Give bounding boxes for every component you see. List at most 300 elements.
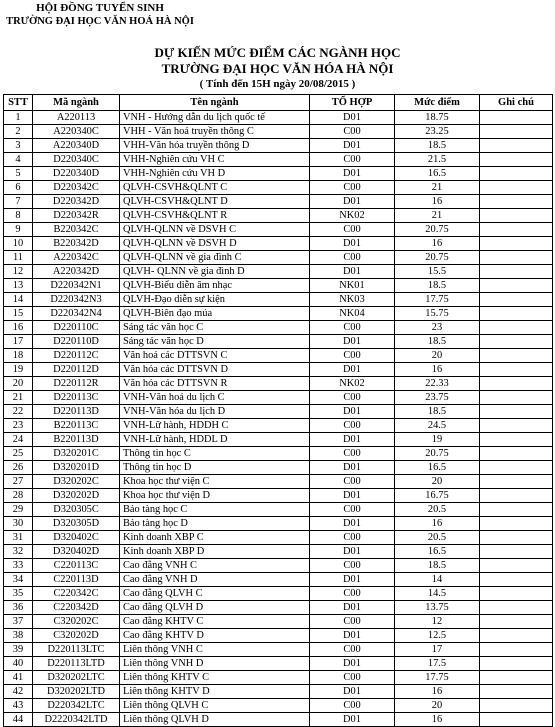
- table-row: [4, 237, 553, 251]
- cell-stt: 24: [4, 433, 33, 447]
- cell-stt: 35: [4, 587, 33, 601]
- cell-stt: 33: [4, 559, 33, 573]
- cell-notes: [480, 251, 553, 265]
- cell-subject-group: C00: [310, 419, 395, 433]
- cell-stt: 43: [4, 699, 33, 713]
- table-row: [4, 251, 553, 265]
- cell-notes: [480, 531, 553, 545]
- cell-code: D220110D: [33, 335, 120, 349]
- table-row: [4, 349, 553, 363]
- cell-score: 16: [395, 363, 480, 377]
- cell-score: 16.5: [395, 461, 480, 475]
- cell-code: D320201C: [33, 447, 120, 461]
- cell-major-name: Bảo tàng học C: [120, 503, 310, 517]
- institution-header: [0, 2, 200, 28]
- cell-code: D320402D: [33, 545, 120, 559]
- cell-score: 17.75: [395, 671, 480, 685]
- table-row: [4, 685, 553, 699]
- cell-score: 18.5: [395, 139, 480, 153]
- cell-score: 12.5: [395, 629, 480, 643]
- cell-score: 16.5: [395, 167, 480, 181]
- cell-major-name: Bảo tàng học D: [120, 517, 310, 531]
- cell-code: D220340D: [33, 167, 120, 181]
- cell-major-name: Cao đẳng QLVH C: [120, 587, 310, 601]
- cell-major-name: Cao đẳng KHTV D: [120, 629, 310, 643]
- cell-code: C220113C: [33, 559, 120, 573]
- cell-notes: [480, 335, 553, 349]
- cell-stt: 42: [4, 685, 33, 699]
- cell-stt: 14: [4, 293, 33, 307]
- cell-subject-group: C00: [310, 475, 395, 489]
- cell-notes: [480, 167, 553, 181]
- header-notes: Ghi chú: [480, 95, 553, 111]
- cell-major-name: QLVH-QLNN về DSVH D: [120, 237, 310, 251]
- cell-subject-group: NK01: [310, 279, 395, 293]
- table-row: [4, 139, 553, 153]
- cell-subject-group: C00: [310, 587, 395, 601]
- header-subject-group: TỔ HỢP: [310, 95, 395, 111]
- cell-stt: 8: [4, 209, 33, 223]
- cell-subject-group: D01: [310, 265, 395, 279]
- cell-subject-group: D01: [310, 545, 395, 559]
- cell-score: 18.5: [395, 279, 480, 293]
- cell-score: 16.5: [395, 545, 480, 559]
- cell-notes: [480, 433, 553, 447]
- cell-code: A220342C: [33, 251, 120, 265]
- cell-major-name: Liên thông KHTV C: [120, 671, 310, 685]
- cell-major-name: Sáng tác văn học C: [120, 321, 310, 335]
- cell-notes: [480, 321, 553, 335]
- cell-subject-group: C00: [310, 223, 395, 237]
- cell-notes: [480, 587, 553, 601]
- cell-code: D320402C: [33, 531, 120, 545]
- cell-major-name: Khoa học thư viện C: [120, 475, 310, 489]
- cell-stt: 3: [4, 139, 33, 153]
- cell-stt: 27: [4, 475, 33, 489]
- cell-major-name: Kinh doanh XBP D: [120, 545, 310, 559]
- table-row: [4, 461, 553, 475]
- cell-notes: [480, 461, 553, 475]
- cell-major-name: VNH-Văn hoá du lịch C: [120, 391, 310, 405]
- cell-subject-group: C00: [310, 559, 395, 573]
- table-row: [4, 195, 553, 209]
- cell-notes: [480, 517, 553, 531]
- cell-major-name: Văn hoá các DTTSVN C: [120, 349, 310, 363]
- cell-stt: 26: [4, 461, 33, 475]
- table-row: [4, 699, 553, 713]
- cell-stt: 16: [4, 321, 33, 335]
- cell-notes: [480, 419, 553, 433]
- cell-major-name: QLVH-CSVH&QLNT D: [120, 195, 310, 209]
- cell-code: D220112R: [33, 377, 120, 391]
- cell-subject-group: D01: [310, 139, 395, 153]
- cell-subject-group: NK04: [310, 307, 395, 321]
- cell-score: 22.33: [395, 377, 480, 391]
- cell-stt: 4: [4, 153, 33, 167]
- cell-notes: [480, 545, 553, 559]
- cell-stt: 5: [4, 167, 33, 181]
- cell-stt: 18: [4, 349, 33, 363]
- cell-notes: [480, 573, 553, 587]
- cell-code: C220342D: [33, 601, 120, 615]
- cell-code: B220342D: [33, 237, 120, 251]
- cell-code: B220113C: [33, 419, 120, 433]
- document-subtitle: TRƯỜNG ĐẠI HỌC VĂN HÓA HÀ NỘI: [161, 61, 394, 76]
- cell-subject-group: D01: [310, 713, 395, 727]
- table-row: [4, 153, 553, 167]
- cell-stt: 17: [4, 335, 33, 349]
- council-name: HỘI ĐỒNG TUYỂN SINH: [36, 2, 164, 14]
- table-row: [4, 671, 553, 685]
- cell-stt: 1: [4, 111, 33, 125]
- cell-stt: 15: [4, 307, 33, 321]
- table-row: [4, 587, 553, 601]
- cell-notes: [480, 489, 553, 503]
- cell-subject-group: D01: [310, 573, 395, 587]
- cell-score: 20.75: [395, 223, 480, 237]
- cell-code: D220112D: [33, 363, 120, 377]
- cell-subject-group: C00: [310, 671, 395, 685]
- cell-notes: [480, 195, 553, 209]
- cell-code: D220113LTD: [33, 657, 120, 671]
- cell-subject-group: C00: [310, 321, 395, 335]
- cell-notes: [480, 643, 553, 657]
- cell-subject-group: C00: [310, 531, 395, 545]
- table-row: [4, 433, 553, 447]
- cell-score: 23.25: [395, 125, 480, 139]
- cell-notes: [480, 209, 553, 223]
- university-name: TRƯỜNG ĐẠI HỌC VĂN HOÁ HÀ NỘI: [6, 16, 194, 27]
- cell-score: 15.75: [395, 307, 480, 321]
- cell-stt: 34: [4, 573, 33, 587]
- cell-stt: 21: [4, 391, 33, 405]
- cell-major-name: QLVH-Biểu diễn âm nhạc: [120, 279, 310, 293]
- cell-code: D220113LTC: [33, 643, 120, 657]
- cell-subject-group: NK03: [310, 293, 395, 307]
- cell-subject-group: C00: [310, 699, 395, 713]
- cell-subject-group: C00: [310, 643, 395, 657]
- cell-notes: [480, 139, 553, 153]
- table-header-row: [4, 95, 553, 111]
- cell-score: 14.5: [395, 587, 480, 601]
- cell-code: D220340C: [33, 153, 120, 167]
- table-row: [4, 629, 553, 643]
- cell-notes: [480, 447, 553, 461]
- table-row: [4, 209, 553, 223]
- table-row: [4, 167, 553, 181]
- header-score: Mức điểm: [395, 95, 480, 111]
- cell-subject-group: C00: [310, 125, 395, 139]
- cell-code: C320202D: [33, 629, 120, 643]
- cell-score: 20.5: [395, 531, 480, 545]
- cell-stt: 22: [4, 405, 33, 419]
- table-row: [4, 419, 553, 433]
- table-row: [4, 559, 553, 573]
- cell-major-name: VNH-Lữ hành, HDDH C: [120, 419, 310, 433]
- cell-score: 16: [395, 195, 480, 209]
- cell-major-name: QLVH-Đạo diễn sự kiện: [120, 293, 310, 307]
- cell-major-name: QLVH-CSVH&QLNT R: [120, 209, 310, 223]
- cell-stt: 30: [4, 517, 33, 531]
- cell-score: 23.75: [395, 391, 480, 405]
- cell-stt: 31: [4, 531, 33, 545]
- cell-subject-group: D01: [310, 517, 395, 531]
- cell-stt: 2: [4, 125, 33, 139]
- cell-notes: [480, 363, 553, 377]
- table-row: [4, 643, 553, 657]
- cell-notes: [480, 377, 553, 391]
- cell-score: 14: [395, 573, 480, 587]
- cell-code: D220342N1: [33, 279, 120, 293]
- cell-code: D320201D: [33, 461, 120, 475]
- cell-major-name: Văn hóa các DTTSVN R: [120, 377, 310, 391]
- cell-code: D320305C: [33, 503, 120, 517]
- cell-subject-group: C00: [310, 503, 395, 517]
- cell-subject-group: D01: [310, 335, 395, 349]
- cell-subject-group: D01: [310, 167, 395, 181]
- cell-score: 20: [395, 349, 480, 363]
- cell-code: D220113C: [33, 391, 120, 405]
- cell-major-name: Cao đẳng VNH C: [120, 559, 310, 573]
- cell-code: D220342C: [33, 181, 120, 195]
- cell-stt: 29: [4, 503, 33, 517]
- cell-code: B220342C: [33, 223, 120, 237]
- cell-stt: 12: [4, 265, 33, 279]
- cell-stt: 20: [4, 377, 33, 391]
- table-row: [4, 125, 553, 139]
- table-row: [4, 657, 553, 671]
- cell-score: 16: [395, 237, 480, 251]
- cell-code: B220113D: [33, 433, 120, 447]
- cell-major-name: Liên thông VNH D: [120, 657, 310, 671]
- table-row: [4, 363, 553, 377]
- cell-code: D220112C: [33, 349, 120, 363]
- cell-major-name: Cao đẳng QLVH D: [120, 601, 310, 615]
- cell-notes: [480, 405, 553, 419]
- cell-notes: [480, 237, 553, 251]
- cell-subject-group: C00: [310, 615, 395, 629]
- cell-major-name: Liên thông KHTV D: [120, 685, 310, 699]
- header-code: Mã ngành: [33, 95, 120, 111]
- cell-stt: 37: [4, 615, 33, 629]
- cell-subject-group: C00: [310, 391, 395, 405]
- cell-major-name: Cao đẳng KHTV C: [120, 615, 310, 629]
- cell-score: 16.75: [395, 489, 480, 503]
- cell-major-name: Văn hóa các DTTSVN D: [120, 363, 310, 377]
- cell-stt: 44: [4, 713, 33, 727]
- cell-subject-group: D01: [310, 685, 395, 699]
- cell-notes: [480, 181, 553, 195]
- cell-score: 15.5: [395, 265, 480, 279]
- cell-stt: 19: [4, 363, 33, 377]
- cell-notes: [480, 307, 553, 321]
- document-date-note: ( Tính đến 15H ngày 20/08/2015 ): [199, 78, 356, 90]
- cell-score: 20.75: [395, 447, 480, 461]
- cell-stt: 41: [4, 671, 33, 685]
- cell-code: D220342N4: [33, 307, 120, 321]
- table-row: [4, 615, 553, 629]
- cell-code: D220342LTC: [33, 699, 120, 713]
- cell-code: D220342N3: [33, 293, 120, 307]
- cell-major-name: Liên thông QLVH C: [120, 699, 310, 713]
- cell-score: 21.5: [395, 153, 480, 167]
- cell-subject-group: NK02: [310, 209, 395, 223]
- cell-major-name: Liên thông VNH C: [120, 643, 310, 657]
- cell-stt: 40: [4, 657, 33, 671]
- cell-subject-group: C00: [310, 349, 395, 363]
- cell-notes: [480, 111, 553, 125]
- table-row: [4, 111, 553, 125]
- cell-notes: [480, 629, 553, 643]
- cell-notes: [480, 475, 553, 489]
- cell-score: 20: [395, 475, 480, 489]
- cell-major-name: VHH-Nghiên cứu VH D: [120, 167, 310, 181]
- cell-notes: [480, 125, 553, 139]
- document-title: DỰ KIẾN MỨC ĐIỂM CÁC NGÀNH HỌC: [154, 45, 401, 60]
- table-row: [4, 503, 553, 517]
- cell-notes: [480, 265, 553, 279]
- header-major-name: Tên ngành: [120, 95, 310, 111]
- cell-major-name: VHH-Văn hóa truyền thông D: [120, 139, 310, 153]
- cell-notes: [480, 713, 553, 727]
- cell-score: 24.5: [395, 419, 480, 433]
- table-row: [4, 713, 553, 727]
- cell-notes: [480, 293, 553, 307]
- table-row: [4, 475, 553, 489]
- cell-code: C220113D: [33, 573, 120, 587]
- cell-code: D320202LTC: [33, 671, 120, 685]
- cell-stt: 23: [4, 419, 33, 433]
- cell-stt: 28: [4, 489, 33, 503]
- cell-score: 19: [395, 433, 480, 447]
- cell-major-name: VNH - Hướng dẫn du lịch quốc tế: [120, 111, 310, 125]
- table-row: [4, 181, 553, 195]
- cell-code: C320202C: [33, 615, 120, 629]
- cell-notes: [480, 559, 553, 573]
- cell-code: D320202D: [33, 489, 120, 503]
- cell-subject-group: D01: [310, 405, 395, 419]
- cell-code: D220342D: [33, 195, 120, 209]
- cell-notes: [480, 671, 553, 685]
- table-row: [4, 489, 553, 503]
- cell-code: C220342C: [33, 587, 120, 601]
- cell-notes: [480, 657, 553, 671]
- cell-score: 18.5: [395, 405, 480, 419]
- cell-notes: [480, 349, 553, 363]
- cell-subject-group: D01: [310, 657, 395, 671]
- cell-stt: 39: [4, 643, 33, 657]
- cell-code: D220110C: [33, 321, 120, 335]
- cell-subject-group: D01: [310, 111, 395, 125]
- cell-score: 23: [395, 321, 480, 335]
- cell-code: A220342D: [33, 265, 120, 279]
- cell-code: D220342R: [33, 209, 120, 223]
- cell-major-name: QLVH-QLNN về gia đình C: [120, 251, 310, 265]
- cell-score: 18.5: [395, 559, 480, 573]
- cell-score: 16: [395, 517, 480, 531]
- table-row: [4, 405, 553, 419]
- table-row: [4, 335, 553, 349]
- cell-stt: 6: [4, 181, 33, 195]
- cell-major-name: Kinh doanh XBP C: [120, 531, 310, 545]
- cell-subject-group: C00: [310, 181, 395, 195]
- cell-notes: [480, 503, 553, 517]
- table-row: [4, 531, 553, 545]
- table-row: [4, 573, 553, 587]
- cell-major-name: Thông tin học D: [120, 461, 310, 475]
- cell-subject-group: D01: [310, 363, 395, 377]
- cell-subject-group: D01: [310, 629, 395, 643]
- cell-subject-group: D01: [310, 489, 395, 503]
- cell-code: D2220342LTD: [33, 713, 120, 727]
- cell-major-name: Cao đẳng VNH D: [120, 573, 310, 587]
- cell-stt: 9: [4, 223, 33, 237]
- cell-score: 18.75: [395, 111, 480, 125]
- cell-subject-group: C00: [310, 251, 395, 265]
- cell-score: 16: [395, 685, 480, 699]
- cell-major-name: Khoa học thư viện D: [120, 489, 310, 503]
- cell-notes: [480, 685, 553, 699]
- cell-stt: 10: [4, 237, 33, 251]
- table-row: [4, 601, 553, 615]
- cell-stt: 11: [4, 251, 33, 265]
- cell-code: D320202LTD: [33, 685, 120, 699]
- cell-stt: 32: [4, 545, 33, 559]
- cell-score: 17.5: [395, 657, 480, 671]
- cell-notes: [480, 615, 553, 629]
- cell-notes: [480, 601, 553, 615]
- table-row: [4, 391, 553, 405]
- cell-subject-group: C00: [310, 153, 395, 167]
- cell-score: 20.5: [395, 503, 480, 517]
- cell-score: 16: [395, 713, 480, 727]
- table-row: [4, 545, 553, 559]
- cell-code: D320202C: [33, 475, 120, 489]
- table-row: [4, 307, 553, 321]
- cell-major-name: QLVH- QLNN về gia đình D: [120, 265, 310, 279]
- table-row: [4, 321, 553, 335]
- cell-subject-group: D01: [310, 195, 395, 209]
- cell-notes: [480, 279, 553, 293]
- cell-notes: [480, 699, 553, 713]
- table-row: [4, 293, 553, 307]
- cell-subject-group: D01: [310, 237, 395, 251]
- cell-score: 20: [395, 699, 480, 713]
- cell-score: 21: [395, 209, 480, 223]
- cell-subject-group: C00: [310, 447, 395, 461]
- cell-major-name: Liên thông QLVH D: [120, 713, 310, 727]
- cell-code: A220340D: [33, 139, 120, 153]
- cell-notes: [480, 391, 553, 405]
- admission-scores-table: [3, 94, 553, 727]
- cell-score: 17.75: [395, 293, 480, 307]
- cell-major-name: QLVH-CSVH&QLNT C: [120, 181, 310, 195]
- cell-code: A220113: [33, 111, 120, 125]
- table-row: [4, 223, 553, 237]
- cell-major-name: VHH-Nghiên cứu VH C: [120, 153, 310, 167]
- cell-major-name: Sáng tác văn học D: [120, 335, 310, 349]
- cell-score: 20.75: [395, 251, 480, 265]
- table-row: [4, 517, 553, 531]
- cell-stt: 36: [4, 601, 33, 615]
- cell-subject-group: D01: [310, 601, 395, 615]
- cell-score: 17: [395, 643, 480, 657]
- cell-code: D220113D: [33, 405, 120, 419]
- cell-notes: [480, 223, 553, 237]
- cell-major-name: VNH-Lữ hành, HDDL D: [120, 433, 310, 447]
- table-row: [4, 447, 553, 461]
- cell-score: 12: [395, 615, 480, 629]
